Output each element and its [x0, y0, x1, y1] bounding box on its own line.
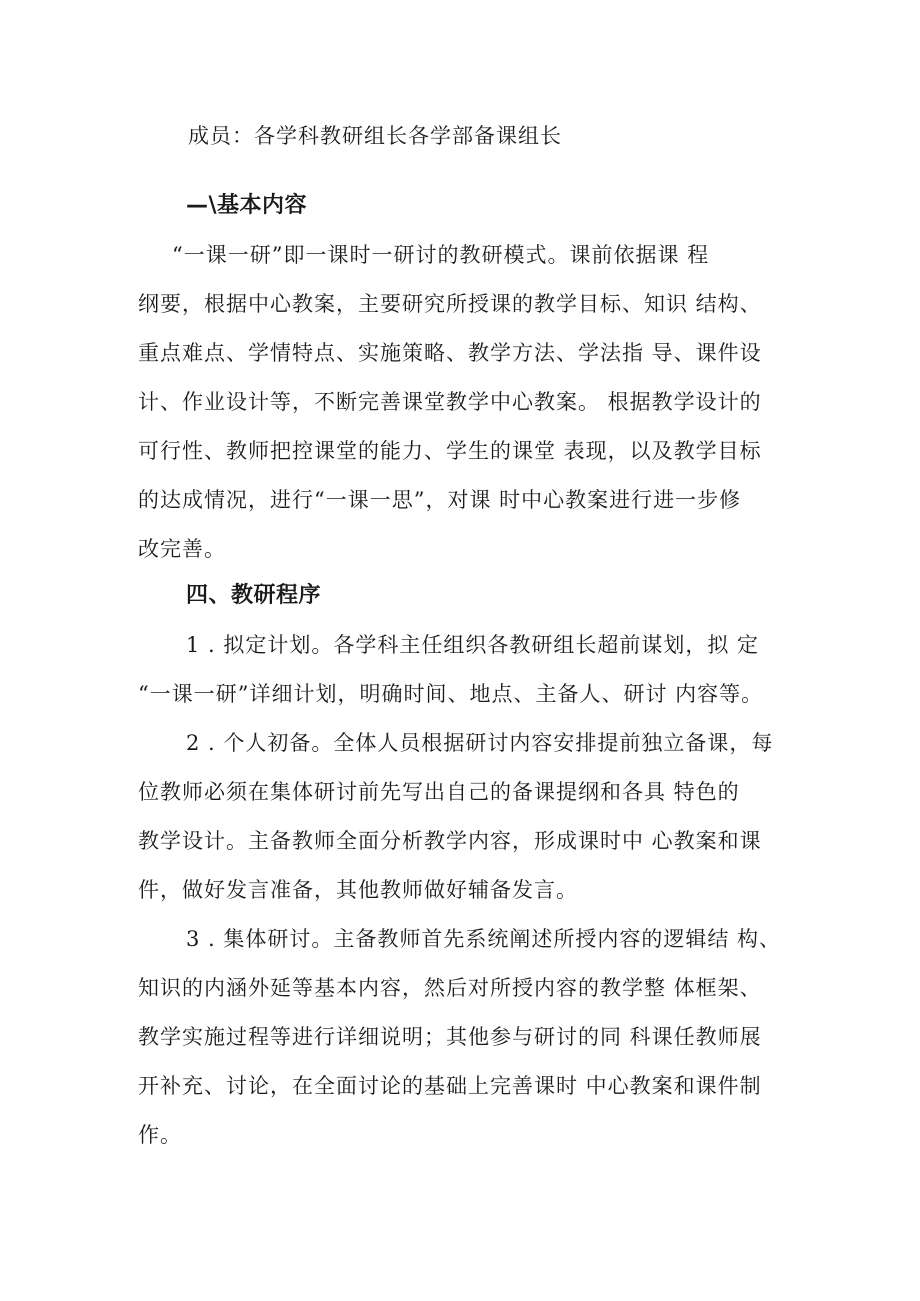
section-heading-basic-content: —\基本内容 [186, 193, 308, 218]
item-2-line: 2 . 个人初备。全体人员根据研讨内容安排提前独立备课，每 [186, 731, 774, 755]
section-heading-procedure: 四、教研程序 [186, 583, 322, 608]
members-line: 成员：各学科教研组长各学部备课组长 [188, 124, 562, 148]
item-3-line: 作。 [138, 1123, 182, 1147]
paragraph-line: 计、作业设计等，不断完善课堂教学中心教案。 根据教学设计的 [138, 390, 762, 414]
item-3-line: 开补充、讨论，在全面讨论的基础上完善课时 中心教案和课件制 [138, 1074, 762, 1098]
item-2-line: 位教师必须在集体研讨前先写出自己的备课提纲和各具 特色的 [138, 780, 740, 804]
paragraph-line: 改完善。 [138, 537, 226, 561]
item-2-line: 教学设计。主备教师全面分析教学内容，形成课时中 心教案和课 [138, 829, 762, 853]
item-2-line: 件，做好发言准备，其他教师做好辅备发言。 [138, 878, 578, 902]
item-3-line: 教学实施过程等进行详细说明；其他参与研讨的同 科课任教师展 [138, 1025, 762, 1049]
item-1-line: 1 . 拟定计划。各学科主任组织各教研组长超前谋划，拟 定 [186, 633, 760, 657]
paragraph-line: 的达成情况，进行“一课一思”，对课 时中心教案进行进一步修 [138, 488, 742, 512]
item-1-line: “一课一研”详细计划，明确时间、地点、主备人、研讨 内容等。 [138, 682, 764, 706]
paragraph-line: “一课一研”即一课时一研讨的教研模式。课前依据课 程 [172, 243, 710, 267]
paragraph-line: 纲要，根据中心教案，主要研究所授课的教学目标、知识 结构、 [138, 292, 762, 316]
paragraph-line: 重点难点、学情特点、实施策略、教学方法、学法指 导、课件设 [138, 341, 762, 365]
item-3-line: 3 . 集体研讨。主备教师首先系统阐述所授内容的逻辑结 构、 [186, 927, 782, 951]
item-3-line: 知识的内涵外延等基本内容，然后对所授内容的教学整 体框架、 [138, 976, 762, 1000]
paragraph-line: 可行性、教师把控课堂的能力、学生的课堂 表现，以及教学目标 [138, 439, 762, 463]
